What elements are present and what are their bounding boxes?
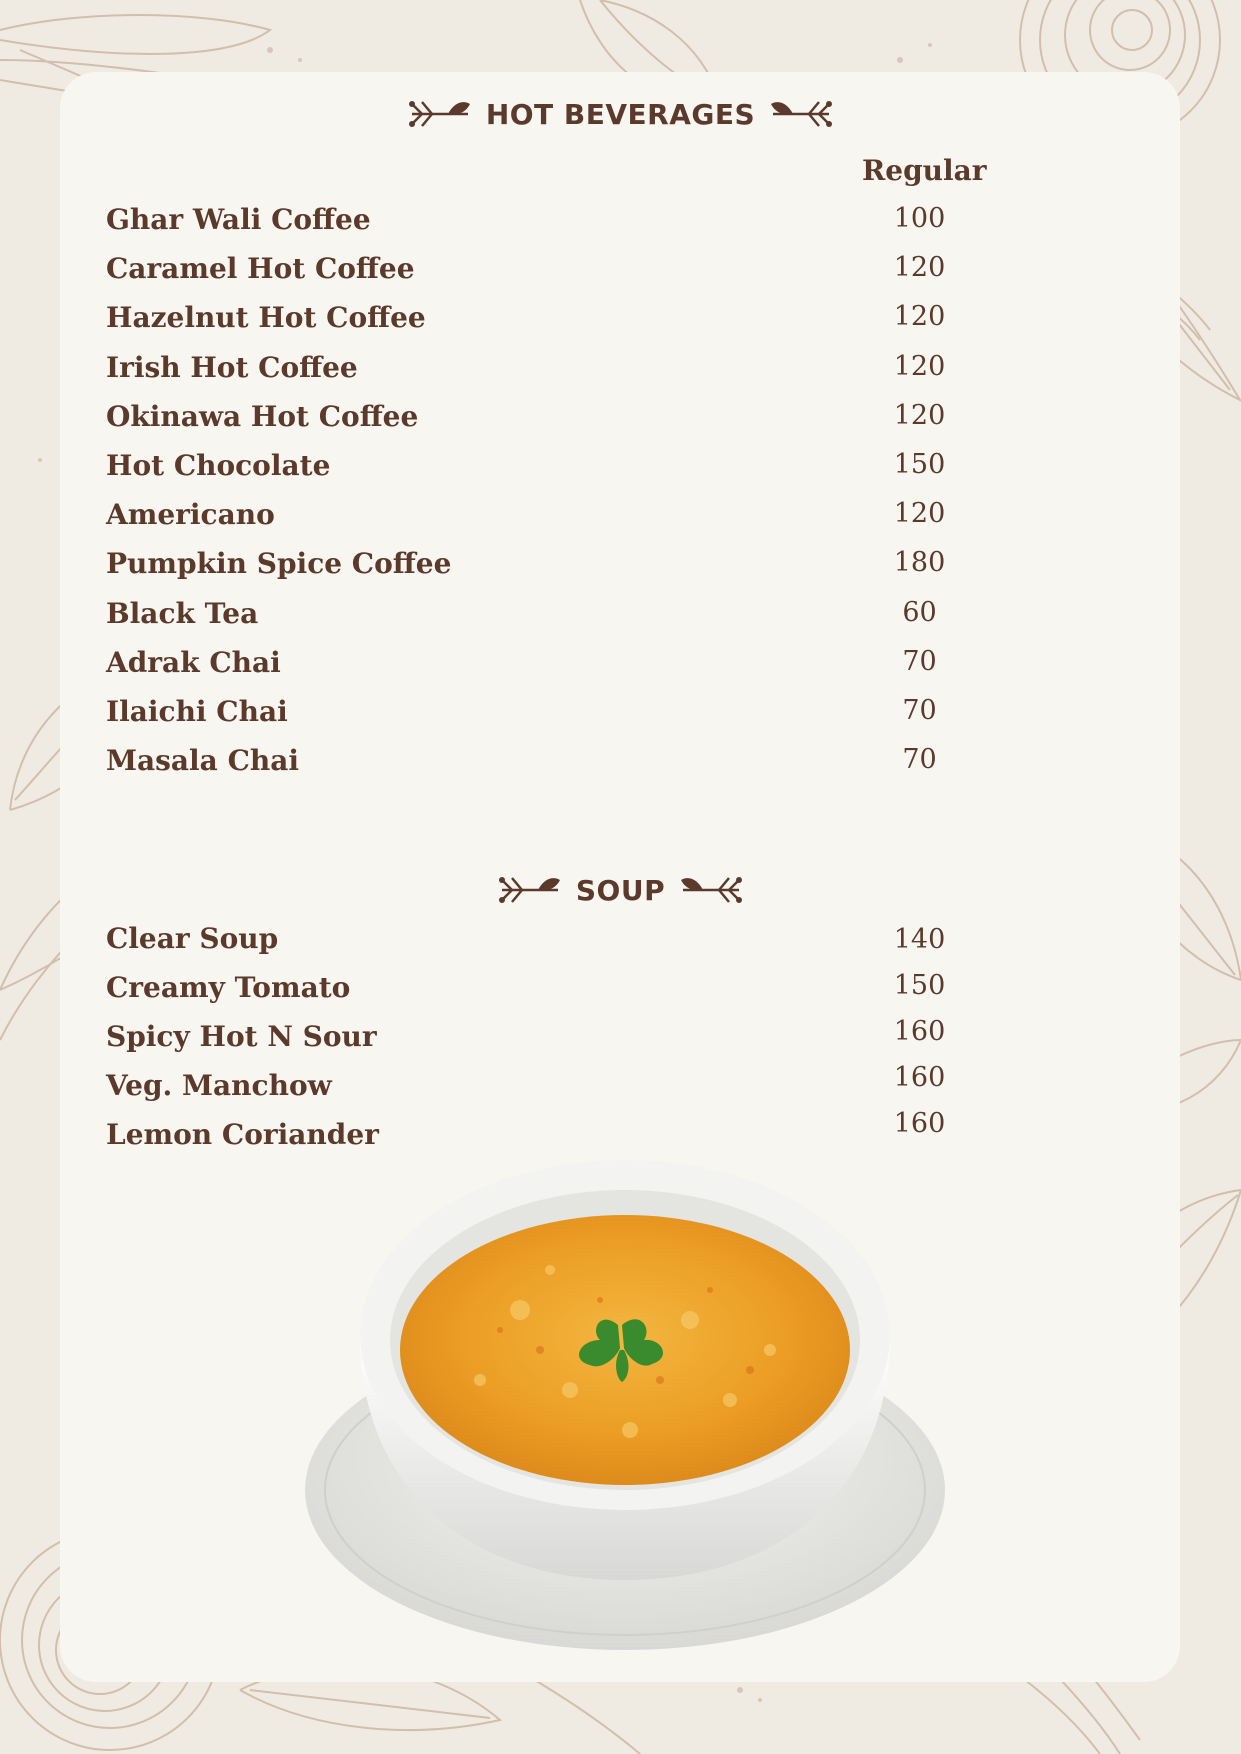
item-name: Irish Hot Coffee	[106, 351, 358, 384]
item-price: 70	[902, 744, 937, 775]
hot-beverages-header	[0, 92, 1241, 143]
menu-row	[106, 646, 986, 690]
menu-row	[106, 351, 986, 395]
section-title-hot-beverages: HOT BEVERAGES	[485, 97, 756, 131]
item-price: 150	[893, 970, 946, 1001]
item-name: Spicy Hot N Sour	[106, 1020, 377, 1053]
item-name: Ilaichi Chai	[106, 695, 288, 728]
item-price: 100	[893, 203, 946, 234]
soup-bowl-photo	[300, 1160, 950, 1660]
menu-row	[106, 400, 986, 444]
item-name: Adrak Chai	[106, 646, 281, 679]
item-price: 160	[893, 1062, 946, 1093]
item-name: Hazelnut Hot Coffee	[106, 301, 426, 334]
item-price: 120	[893, 498, 946, 529]
item-price: 160	[893, 1108, 946, 1139]
item-name: Clear Soup	[106, 922, 279, 955]
menu-row	[106, 1069, 986, 1113]
leaf-sprig-left-icon	[498, 868, 566, 912]
menu-row	[106, 1020, 986, 1064]
leaf-sprig-right-icon	[675, 868, 743, 912]
item-name: Caramel Hot Coffee	[106, 252, 415, 285]
section-title-soup: SOUP	[575, 873, 666, 907]
item-price: 60	[902, 597, 937, 628]
item-name: Creamy Tomato	[106, 971, 351, 1004]
menu-row	[106, 971, 986, 1015]
item-name: Lemon Coriander	[106, 1118, 379, 1151]
item-price: 120	[893, 351, 946, 382]
item-price: 160	[893, 1016, 946, 1047]
menu-row	[106, 547, 986, 591]
menu-row	[106, 922, 986, 966]
item-price: 120	[893, 301, 946, 332]
item-name: Veg. Manchow	[106, 1069, 332, 1102]
item-price: 120	[893, 400, 946, 431]
column-header-regular: Regular	[862, 154, 987, 187]
menu-row	[106, 498, 986, 542]
menu-row	[106, 301, 986, 345]
item-price: 140	[893, 924, 946, 955]
item-price: 70	[902, 695, 937, 726]
item-price: 70	[902, 646, 937, 677]
leaf-sprig-left-icon	[408, 92, 476, 136]
item-name: Masala Chai	[106, 744, 299, 777]
menu-row	[106, 695, 986, 739]
menu-row	[106, 203, 986, 247]
menu-row	[106, 597, 986, 641]
menu-row	[106, 252, 986, 296]
item-name: Americano	[106, 498, 275, 531]
menu-row	[106, 449, 986, 493]
item-price: 120	[893, 252, 946, 283]
menu-row	[106, 1118, 986, 1162]
item-name: Ghar Wali Coffee	[106, 203, 371, 236]
soup-header	[0, 868, 1241, 919]
item-name: Okinawa Hot Coffee	[106, 400, 419, 433]
item-name: Black Tea	[106, 597, 259, 630]
leaf-sprig-right-icon	[765, 92, 833, 136]
menu-row	[106, 744, 986, 788]
item-price: 150	[893, 449, 946, 480]
item-price: 180	[893, 547, 946, 578]
item-name: Hot Chocolate	[106, 449, 331, 482]
item-name: Pumpkin Spice Coffee	[106, 547, 452, 580]
